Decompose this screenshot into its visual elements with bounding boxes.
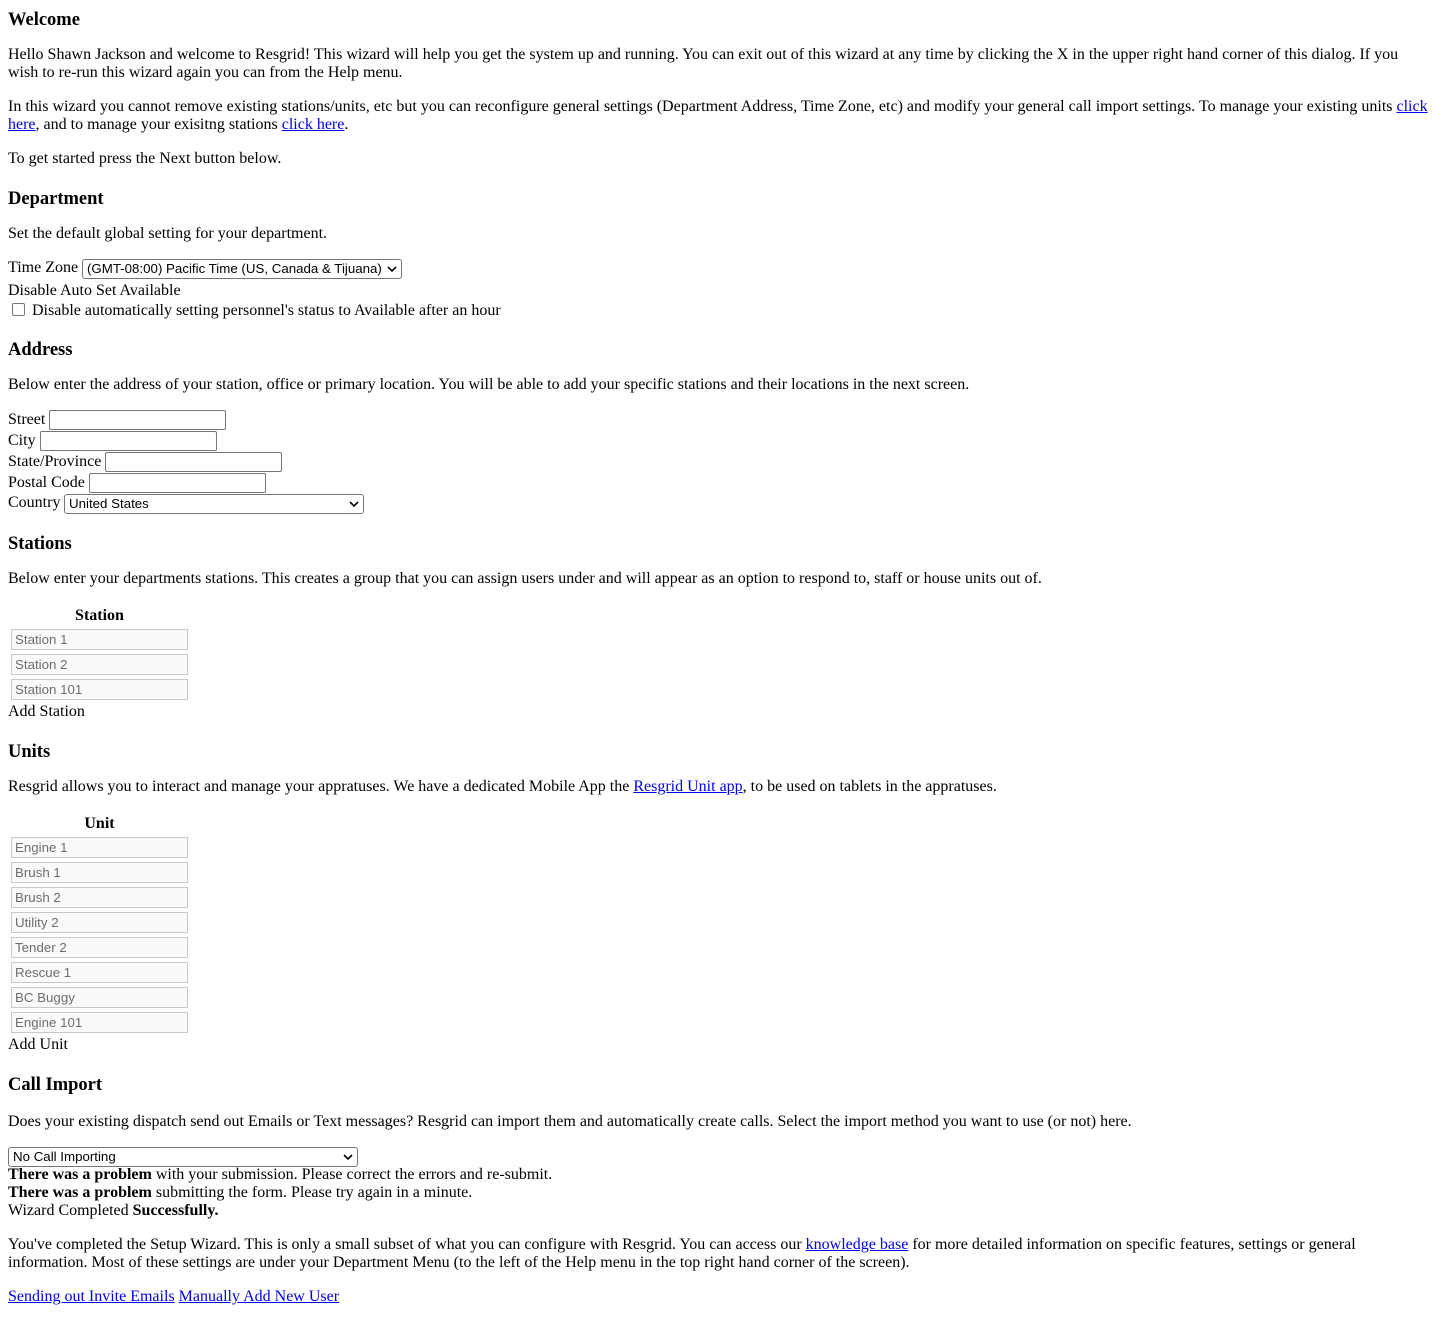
country-select[interactable] xyxy=(64,494,364,514)
postal-code-label: Postal Code xyxy=(8,474,85,491)
chevron-down-icon xyxy=(349,500,359,508)
add-station-button[interactable]: Add Station xyxy=(8,703,85,720)
error-text: submitting the form. Please try again in a minute. xyxy=(151,1184,473,1201)
call-import-value: No Call Importing xyxy=(13,1149,116,1164)
error-bold: There was a problem xyxy=(8,1166,152,1183)
completion-links xyxy=(8,1288,339,1306)
address-intro: Below enter the address of your station, office or primary location. You will be able to add your specific stations and their locations in the next screen. xyxy=(8,376,970,393)
timezone-label: Time Zone xyxy=(8,259,79,276)
completion-text-before: You've completed the Setup Wizard. This is only a small subset of what you can configure with Resgrid. You can access our xyxy=(8,1236,806,1253)
street-label: Street xyxy=(8,411,46,428)
city-label: City xyxy=(8,432,36,449)
manage-text-middle: , and to manage your exisitng stations xyxy=(35,116,282,133)
unit-input[interactable]: Brush 2 xyxy=(11,887,188,908)
state-label: State/Province xyxy=(8,453,102,470)
completion-text xyxy=(8,1236,1432,1272)
country-label: Country xyxy=(8,494,61,511)
auto-set-checkbox[interactable] xyxy=(12,303,25,316)
success-message xyxy=(8,1202,218,1220)
welcome-intro: Hello Shawn Jackson and welcome to Resgrid! This wizard will help you get the system up and running. You can exit out of this wizard at any time by clicking the X in the upper right hand corner of this dialog. If you wish to re-run this wizard again you can from the Help menu. xyxy=(8,46,1399,81)
unit-column-header: Unit xyxy=(84,815,115,832)
station-input[interactable]: Station 2 xyxy=(11,654,188,675)
units-intro xyxy=(8,778,997,796)
unit-input[interactable]: Rescue 1 xyxy=(11,962,188,983)
knowledge-base-link[interactable]: knowledge base xyxy=(805,1236,909,1253)
auto-set-checkbox-label: Disable automatically setting personnel's status to Available after an hour xyxy=(32,302,501,319)
timezone-value: (GMT-08:00) Pacific Time (US, Canada & Tijuana) xyxy=(87,261,382,276)
success-bold: Successfully. xyxy=(132,1202,219,1219)
chevron-down-icon xyxy=(343,1153,353,1161)
department-intro: Set the default global setting for your department. xyxy=(8,225,328,242)
manage-text-after: . xyxy=(344,116,349,133)
address-heading: Address xyxy=(8,340,73,360)
country-value: United States xyxy=(69,496,149,511)
unit-input[interactable]: BC Buggy xyxy=(11,987,188,1008)
manage-units-link[interactable]: click here xyxy=(8,98,1428,133)
get-started-text: To get started press the Next button below. xyxy=(8,150,282,167)
postal-code-input[interactable] xyxy=(89,473,266,493)
form-error-message xyxy=(8,1184,472,1202)
unit-input[interactable]: Brush 1 xyxy=(11,862,188,883)
station-input[interactable]: Station 101 xyxy=(11,679,188,700)
units-intro-before: Resgrid allows you to interact and manage your appratuses. We have a dedicated Mobile App the xyxy=(8,778,634,795)
state-input[interactable] xyxy=(105,452,282,472)
chevron-down-icon xyxy=(387,265,397,273)
units-heading: Units xyxy=(8,742,51,762)
unit-input[interactable]: Engine 1 xyxy=(11,837,188,858)
success-prefix: Wizard Completed xyxy=(8,1202,133,1219)
unit-input[interactable]: Utility 2 xyxy=(11,912,188,933)
department-heading: Department xyxy=(8,189,104,209)
invite-emails-link[interactable]: Sending out Invite Emails xyxy=(8,1288,175,1305)
stations-heading: Stations xyxy=(8,534,72,554)
station-input[interactable]: Station 1 xyxy=(11,629,188,650)
completion-text-after: for more detailed information on specific features, settings or general information. Most of these settings are under your Department Menu (to the left of the Help menu in the top right hand corner of the screen). xyxy=(8,1236,1356,1271)
auto-set-label: Disable Auto Set Available xyxy=(8,282,181,299)
call-import-intro: Does your existing dispatch send out Emails or Text messages? Resgrid can import them and automatically create calls. Select the import method you want to use (or not) here. xyxy=(8,1113,1132,1130)
error-bold: There was a problem xyxy=(8,1184,152,1201)
manage-text-before: In this wizard you cannot remove existing stations/units, etc but you can reconfigure general settings (Department Address, Time Zone, etc) and modify your general call import settings. To manage your existing units xyxy=(8,98,1397,115)
add-new-user-link[interactable]: Manually Add New User xyxy=(178,1288,340,1305)
timezone-select[interactable] xyxy=(82,259,402,279)
unit-input[interactable]: Tender 2 xyxy=(11,937,188,958)
welcome-heading: Welcome xyxy=(8,10,80,30)
error-text: with your submission. Please correct the errors and re-submit. xyxy=(151,1166,553,1183)
welcome-manage-text xyxy=(8,98,1432,134)
manage-stations-link[interactable]: click here xyxy=(281,116,345,133)
submission-error-message xyxy=(8,1166,552,1184)
call-import-select[interactable] xyxy=(8,1147,358,1167)
stations-intro: Below enter your departments stations. This creates a group that you can assign users under and will appear as an option to respond to, staff or house units out of. xyxy=(8,570,1042,587)
station-column-header: Station xyxy=(75,607,124,624)
resgrid-unit-app-link[interactable]: Resgrid Unit app xyxy=(633,778,743,795)
city-input[interactable] xyxy=(40,431,217,451)
units-intro-after: , to be used on tablets in the appratuses. xyxy=(742,778,997,795)
add-unit-button[interactable]: Add Unit xyxy=(8,1036,68,1053)
call-import-heading: Call Import xyxy=(8,1075,103,1095)
unit-input[interactable]: Engine 101 xyxy=(11,1012,188,1033)
street-input[interactable] xyxy=(49,410,226,430)
